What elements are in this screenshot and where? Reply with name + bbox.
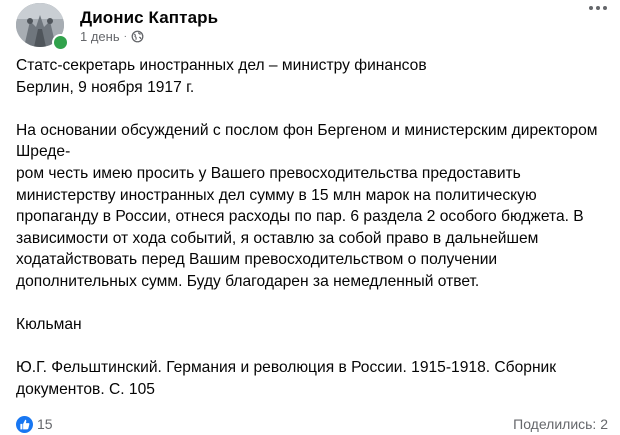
more-options-icon[interactable] (586, 0, 610, 16)
reactions-summary[interactable] (16, 416, 53, 433)
meta-separator: · (123, 31, 127, 42)
online-status-indicator (52, 34, 69, 51)
post-footer (16, 414, 608, 434)
author-name[interactable]: Дионис Каптарь (80, 8, 219, 27)
post-meta (80, 29, 144, 44)
post-paragraph: Статс-секретарь иностранных дел – министру финансов Берлин, 9 ноября 1917 г. (16, 57, 427, 96)
post-paragraph: Ю.Г. Фельштинский. Германия и революция в России. 1915-1918. Сборник документов. С. 105 (16, 359, 557, 398)
shares-count[interactable]: Поделились: 2 (513, 416, 608, 432)
post-text (16, 55, 608, 401)
reactions-count: 15 (37, 416, 53, 432)
like-icon (16, 416, 33, 433)
post-paragraph: На основании обсуждений с послом фон Бергеном и министерским директором Шреде- ром честь имею просить у Вашего превосходительства предоставить министерству иностранных дел сумму в 15 млн марок на политическую пропаганду в России, отнеся расходы по пар. 6 раздела 2 особого бюджета. В зависимости от хода событий, я оставлю за собой право в дальнейшем ходатайствовать перед Вашим превосходительством о получении дополнительных сумм. Буду благодарен за немедленный ответ. (16, 121, 598, 290)
globe-icon[interactable] (131, 30, 144, 43)
post-paragraph: Кюльман (16, 316, 82, 334)
post-timestamp[interactable]: 1 день (80, 29, 120, 44)
